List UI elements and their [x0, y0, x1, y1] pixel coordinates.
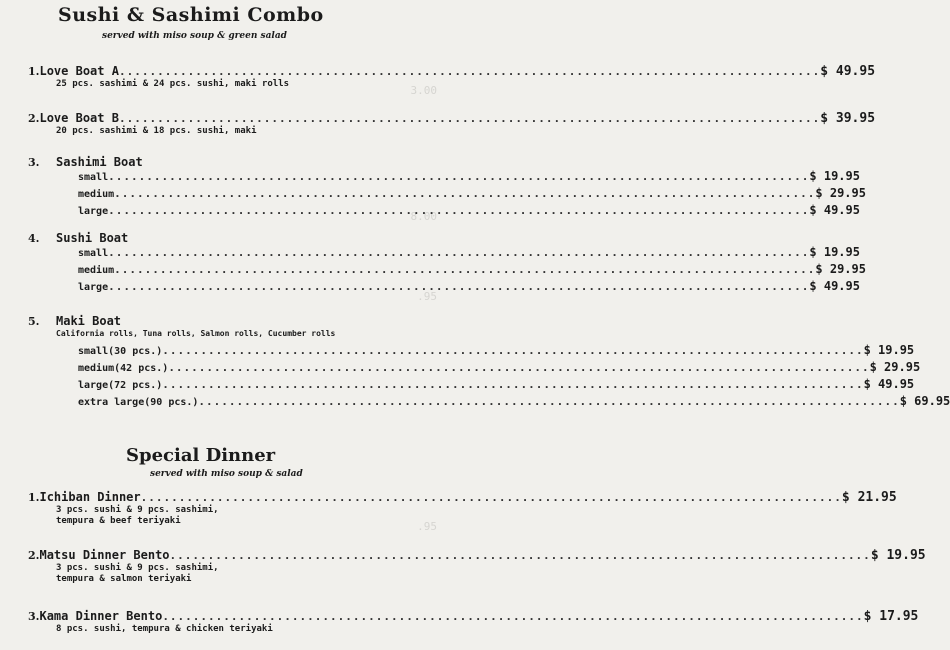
- item-price: $ 17.95: [863, 609, 919, 624]
- size-label: large: [78, 282, 109, 293]
- item-description: tempura & beef teriyaki: [56, 516, 181, 526]
- item-price: $ 21.95: [841, 490, 897, 505]
- size-row: [28, 343, 915, 360]
- section-title-special-dinner: Special Dinner: [126, 445, 276, 466]
- leader-dots: [108, 246, 809, 259]
- leader-dots: [108, 280, 809, 293]
- item-description: 3 pcs. sushi & 9 pcs. sashimi,: [56, 505, 219, 515]
- size-price: $ 49.95: [809, 279, 860, 293]
- leader-dots: [108, 170, 809, 183]
- leader-dots: [162, 378, 863, 391]
- leader-dots: [198, 395, 899, 408]
- item-name: Matsu Dinner Bento: [39, 548, 170, 562]
- bleed-through-mark: .95: [417, 520, 437, 533]
- size-row: [28, 262, 866, 279]
- size-label: small: [78, 248, 109, 259]
- size-price: $ 19.95: [809, 169, 860, 183]
- bleed-through-mark: .95: [417, 290, 437, 303]
- size-label: large: [78, 380, 109, 391]
- size-price: $ 29.95: [869, 360, 921, 374]
- size-price: $ 69.95: [899, 394, 950, 408]
- item-price: $ 49.95: [820, 64, 876, 79]
- item-price: $ 19.95: [870, 548, 926, 563]
- menu-item-sushi-boat: [28, 231, 866, 296]
- item-description: 8 pcs. sushi, tempura & chicken teriyaki: [56, 624, 273, 634]
- size-label: large: [78, 206, 109, 217]
- size-price: $ 19.95: [809, 245, 860, 259]
- leader-dots: [141, 491, 842, 504]
- item-number: 5.: [28, 315, 40, 328]
- item-description: 3 pcs. sushi & 9 pcs. sashimi,: [56, 563, 219, 573]
- leader-dots: [170, 549, 871, 562]
- item-number: 2.: [28, 549, 40, 562]
- size-label: extra large: [78, 397, 145, 408]
- size-row: [28, 394, 950, 411]
- item-name: Love Boat A: [39, 64, 119, 78]
- size-pieces: (72 pcs.): [108, 380, 163, 391]
- size-price: $ 19.95: [863, 343, 915, 357]
- leader-dots: [168, 361, 869, 374]
- leader-dots: [162, 344, 863, 357]
- size-row: [28, 377, 915, 394]
- size-price: $ 49.95: [809, 203, 860, 217]
- item-name: Sashimi Boat: [56, 155, 143, 169]
- size-price: $ 49.95: [863, 377, 915, 391]
- item-number: 3.: [28, 610, 40, 623]
- item-name: Sushi Boat: [56, 231, 129, 245]
- size-price: $ 29.95: [815, 186, 866, 200]
- item-price: $ 39.95: [820, 111, 876, 126]
- size-row: [28, 169, 860, 186]
- item-description: tempura & salmon teriyaki: [56, 574, 192, 584]
- item-name: Maki Boat: [56, 314, 122, 328]
- menu-item-kama-dinner-bento: [28, 609, 919, 635]
- size-pieces: (90 pcs.): [144, 397, 199, 408]
- size-label: small: [78, 346, 109, 357]
- size-label: medium: [78, 265, 115, 276]
- leader-dots: [119, 65, 820, 78]
- item-number: 3.: [28, 156, 40, 169]
- item-number: 1.: [28, 491, 40, 504]
- bleed-through-mark: 3.00: [410, 84, 437, 97]
- leader-dots: [114, 187, 815, 200]
- item-description: 25 pcs. sashimi & 24 pcs. sushi, maki rolls: [56, 79, 289, 89]
- item-number: 4.: [28, 232, 40, 245]
- leader-dots: [114, 263, 815, 276]
- menu-item-love-boat-b: [28, 111, 876, 137]
- item-number: 2.: [28, 112, 40, 125]
- bleed-through-mark: 8.00: [410, 210, 437, 223]
- leader-dots: [108, 204, 809, 217]
- section-title-combo: Sushi & Sashimi Combo: [58, 4, 324, 26]
- item-description: 20 pcs. sashimi & 18 pcs. sushi, maki: [56, 126, 257, 136]
- size-label: medium: [78, 363, 115, 374]
- leader-dots: [162, 610, 863, 623]
- menu-item-love-boat-a: [28, 64, 876, 90]
- item-name: Kama Dinner Bento: [39, 609, 163, 623]
- size-label: medium: [78, 189, 115, 200]
- item-name: Ichiban Dinner: [39, 490, 141, 504]
- menu-item-ichiban-dinner: [28, 490, 897, 527]
- size-row: [28, 245, 860, 262]
- section-subtitle-combo: served with miso soup & green salad: [102, 31, 287, 41]
- section-subtitle-special-dinner: served with miso soup & salad: [150, 469, 303, 479]
- menu-item-matsu-dinner-bento: [28, 548, 926, 585]
- size-row: [28, 360, 921, 377]
- size-row: [28, 279, 860, 296]
- item-name: Love Boat B: [39, 111, 119, 125]
- size-row: [28, 186, 866, 203]
- size-label: small: [78, 172, 109, 183]
- item-description: California rolls, Tuna rolls, Salmon rolls, Cucumber rolls: [56, 329, 336, 338]
- size-pieces: (30 pcs.): [108, 346, 163, 357]
- size-pieces: (42 pcs.): [114, 363, 169, 374]
- menu-item-maki-boat: [28, 314, 950, 411]
- item-number: 1.: [28, 65, 40, 78]
- size-price: $ 29.95: [815, 262, 866, 276]
- leader-dots: [119, 112, 820, 125]
